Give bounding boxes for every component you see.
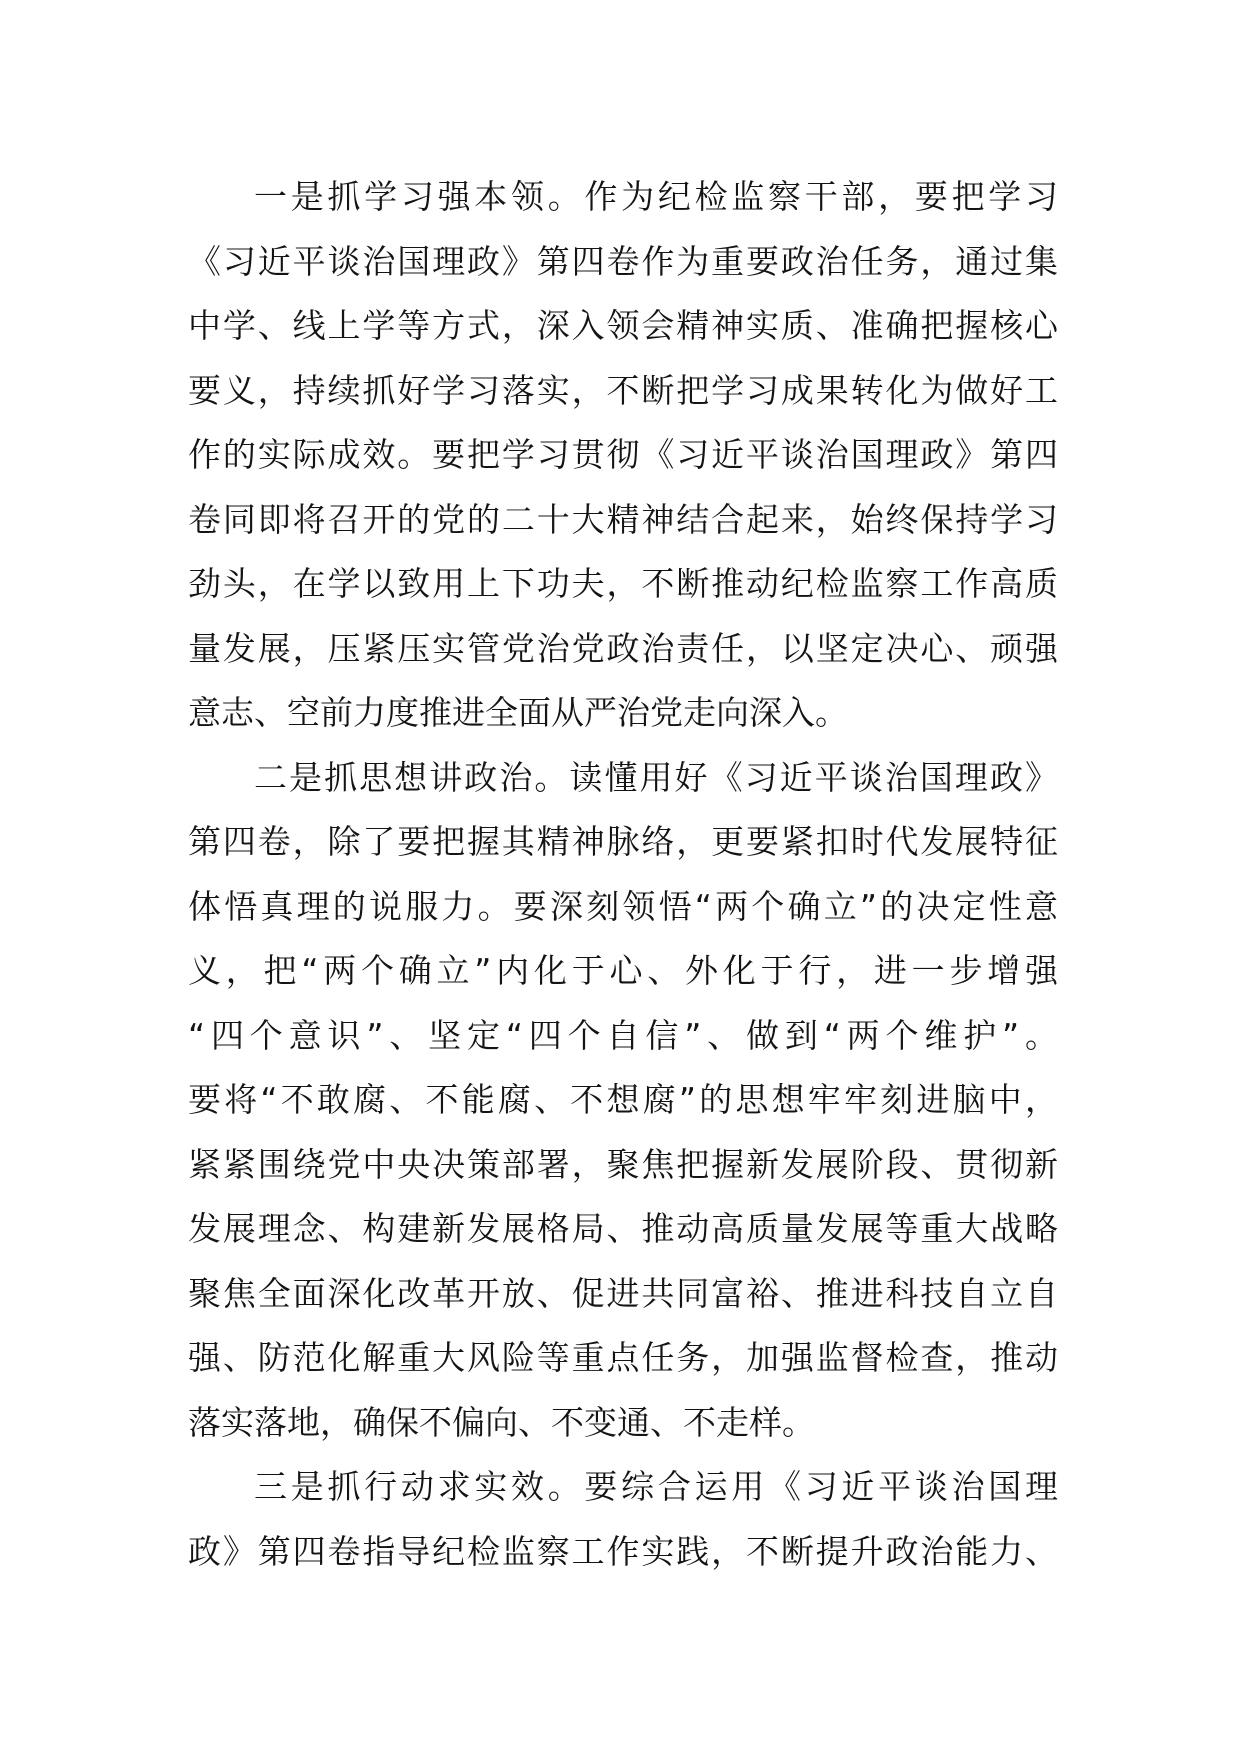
paragraph-line: 义，把“两个确立”内化于心、外化于行，进一步增强 xyxy=(188,951,1058,990)
paragraph-line: 体悟真理的说服力。要深刻领悟“两个确立”的决定性意 xyxy=(188,886,1058,926)
paragraph-line: 作的实际成效。要把学习贯彻《习近平谈治国理政》第四 xyxy=(188,435,1058,474)
paragraph-line: 卷同即将召开的党的二十大精神结合起来，始终保持学习 xyxy=(188,499,1058,539)
paragraph-study xyxy=(188,165,1058,746)
paragraph-line: 二是抓思想讲政治。读懂用好《习近平谈治国理政》 xyxy=(254,757,1058,797)
document-body xyxy=(188,165,1058,1584)
paragraph-line: 紧紧围绕党中央决策部署，聚焦把握新发展阶段、贯彻新 xyxy=(188,1144,1058,1184)
paragraph-line: 三是抓行动求实效。要综合运用《习近平谈治国理 xyxy=(254,1467,1058,1506)
paragraph-action xyxy=(188,1455,1058,1584)
paragraph-line: 强、防范化解重大风险等重点任务，加强监督检查，推动 xyxy=(188,1338,1058,1377)
paragraph-line: 一是抓学习强本领。作为纪检监察干部，要把学习 xyxy=(254,177,1058,216)
paragraph-line: 要将“不敢腐、不能腐、不想腐”的思想牢牢刻进脑中， xyxy=(188,1080,1058,1119)
paragraph-line: 中学、线上学等方式，深入领会精神实质、准确把握核心 xyxy=(188,306,1058,345)
paragraph-politics xyxy=(188,746,1058,1456)
paragraph-line: 聚焦全面深化改革开放、促进共同富裕、推进科技自立自 xyxy=(188,1273,1058,1313)
paragraph-line: 劲头，在学以致用上下功夫，不断推动纪检监察工作高质 xyxy=(188,564,1058,603)
paragraph-line: 落实落地，确保不偏向、不变通、不走样。 xyxy=(188,1402,815,1442)
paragraph-line: 量发展，压紧压实管党治党政治责任，以坚定决心、顽强 xyxy=(188,628,1058,668)
paragraph-line: “四个意识”、坚定“四个自信”、做到“两个维护”。 xyxy=(188,1015,1058,1055)
paragraph-line: 发展理念、构建新发展格局、推动高质量发展等重大战略 xyxy=(188,1209,1058,1248)
paragraph-line: 政》第四卷指导纪检监察工作实践，不断提升政治能力、 xyxy=(188,1531,1058,1571)
paragraph-line: 要义，持续抓好学习落实，不断把学习成果转化为做好工 xyxy=(188,370,1058,410)
paragraph-line: 第四卷，除了要把握其精神脉络，更要紧扣时代发展特征 xyxy=(188,822,1058,861)
paragraph-line: 《习近平谈治国理政》第四卷作为重要政治任务，通过集 xyxy=(188,241,1058,281)
paragraph-line: 意志、空前力度推进全面从严治党走向深入。 xyxy=(188,693,848,732)
